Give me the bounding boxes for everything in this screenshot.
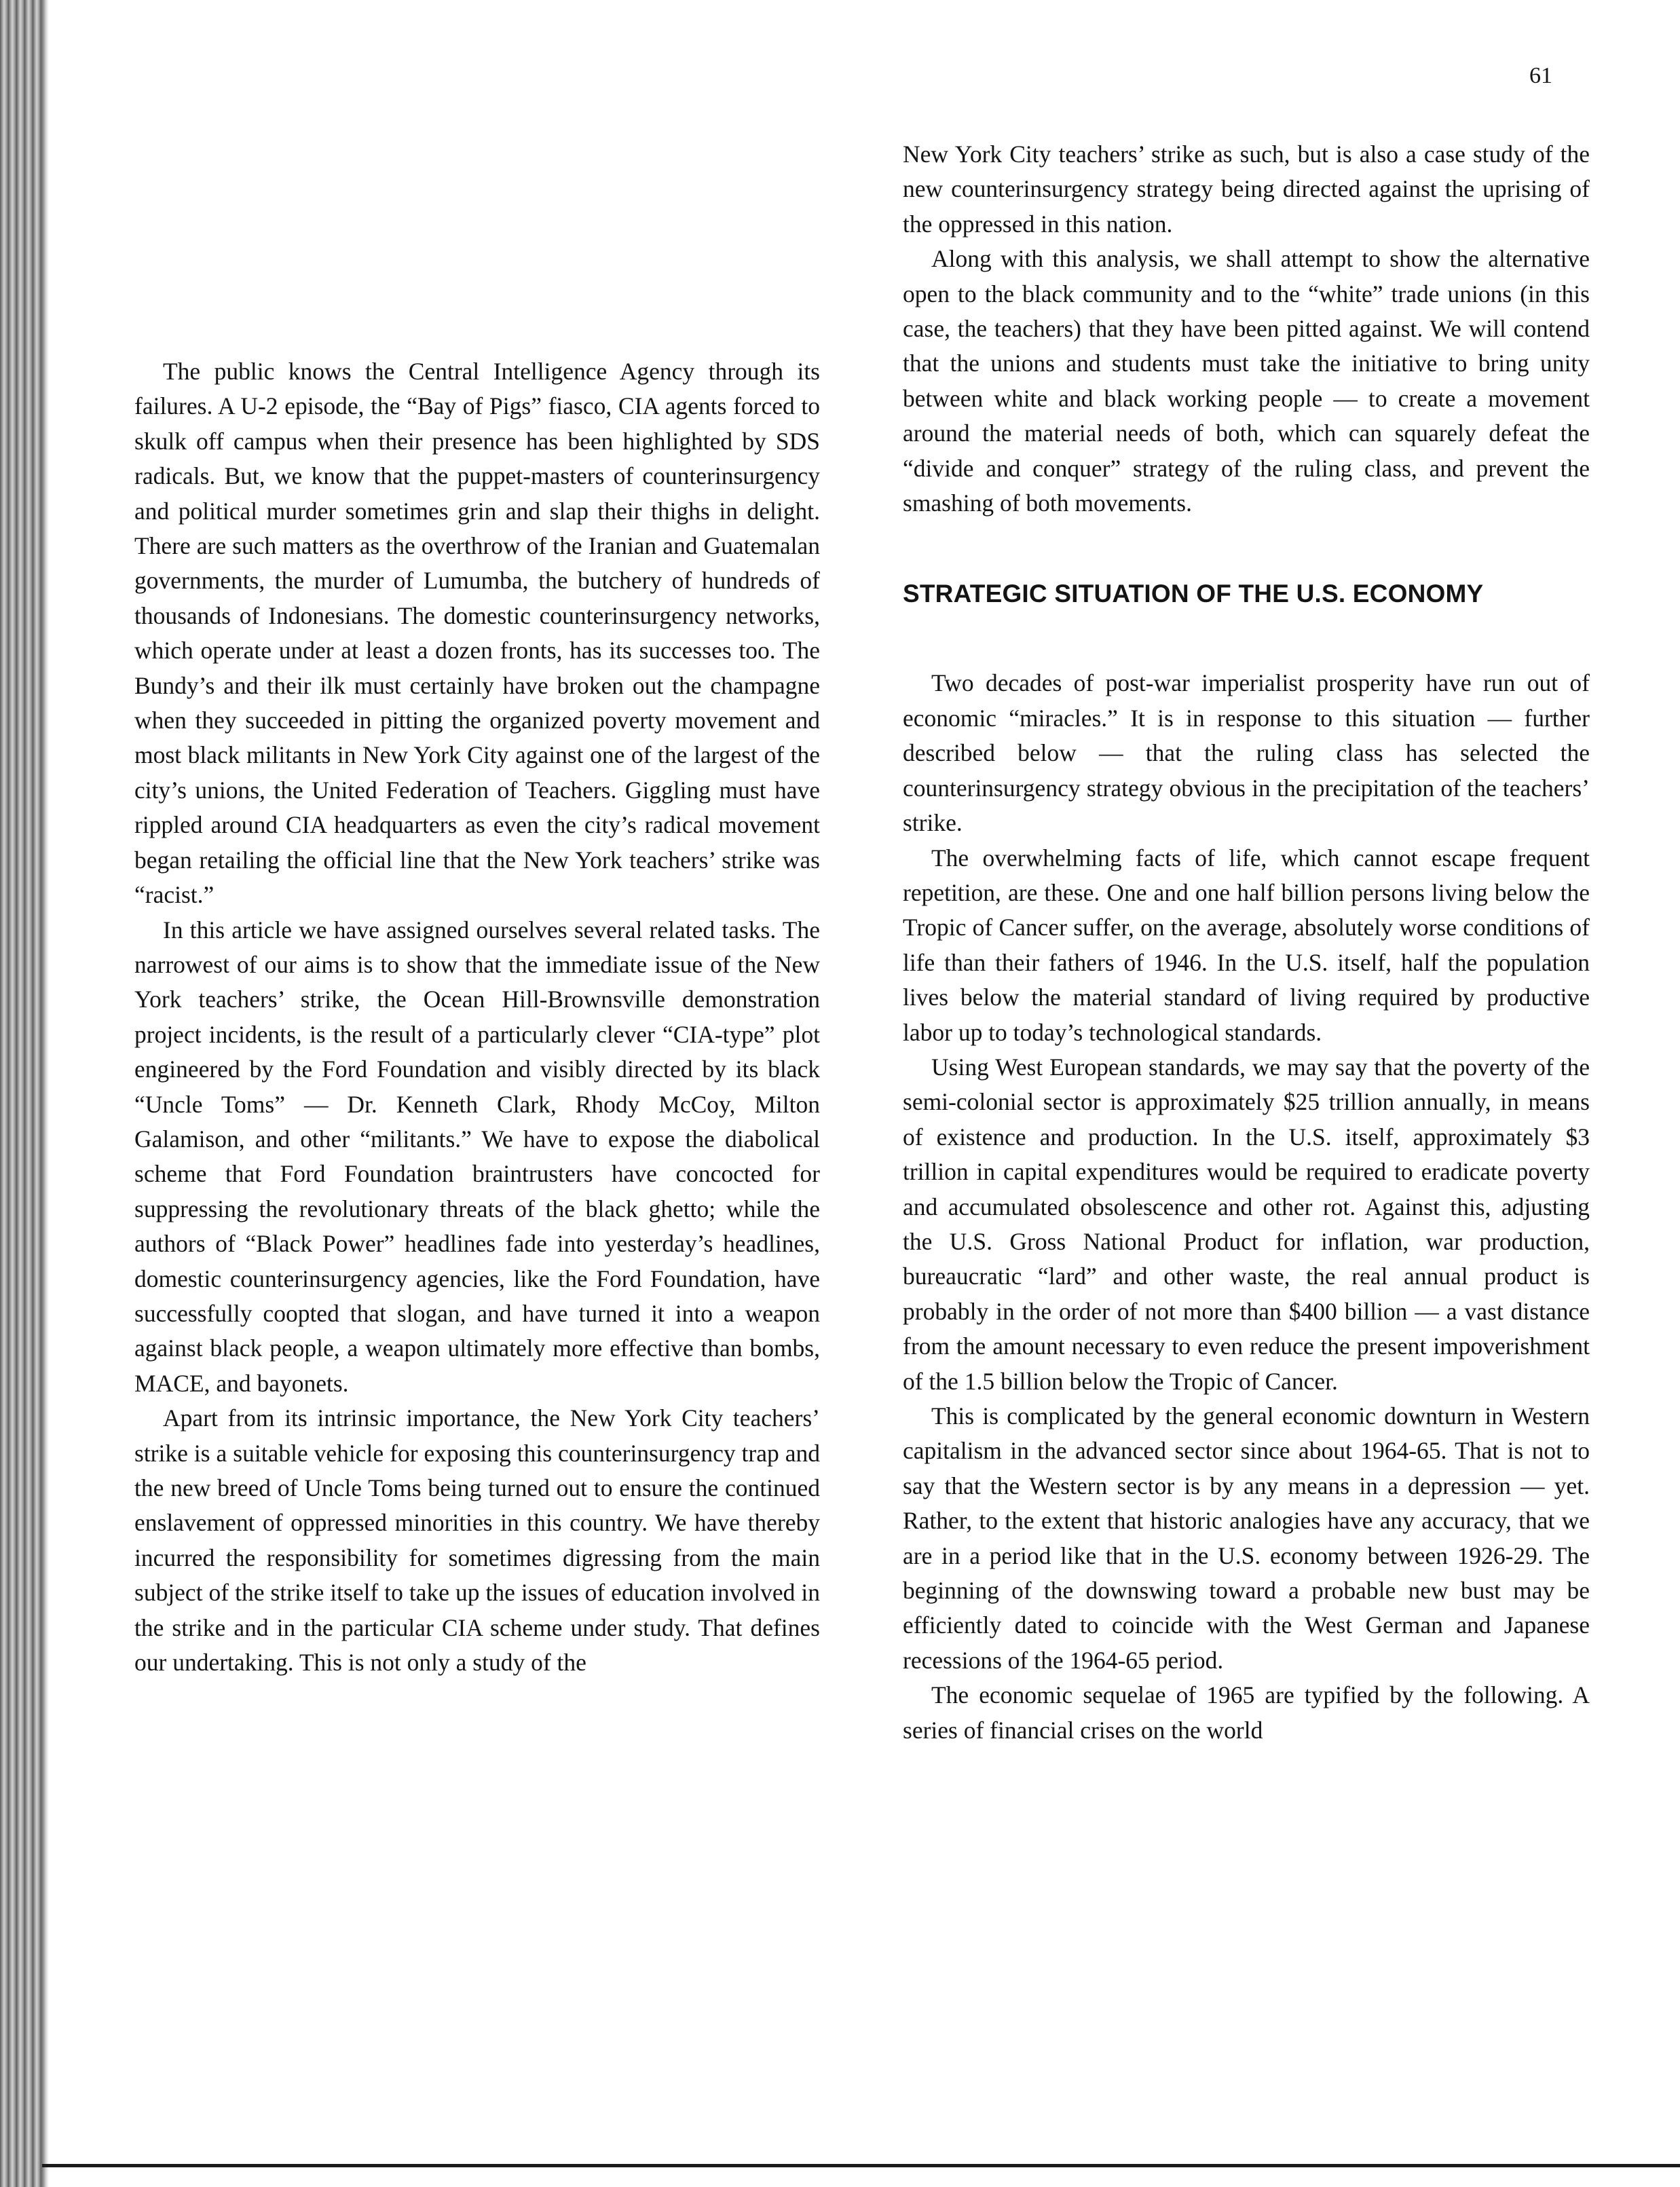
paragraph: Two decades of post-war imperialist prosperity have run out of economic “miracles.” It is in response to this situation — further described below — that the ruling class has selected the counterinsurgency strategy obvious in the precipitation of the teachers’ strike. [903,669,1590,837]
page-binding-shadow [0,0,42,2187]
right-column [903,137,1590,1748]
left-column [134,354,820,1680]
section-heading: STRATEGIC SITUATION OF THE U.S. ECONOMY [903,580,1484,608]
paragraph: Along with this analysis, we shall attempt to show the alternative open to the black community and to the “white” trade unions (in this case, the teachers) that they have been pitted against. We will contend that the unions and students must take the initiative to bring unity between white and black working people — to create a movement around the material needs of both, which can squarely defeat the “divide and conquer” strategy of the ruling class, and prevent the smashing of both movements. [903,245,1590,517]
paragraph: In this article we have assigned ourselves several related tasks. The narrowest of our aims is to show that the immediate issue of the New York teachers’ strike, the Ocean Hill-Brownsville demonstration project incidents, is the result of a particularly clever “CIA-type” plot engineered by the Ford Foundation and visibly directed by its black “Uncle Toms” — Dr. Kenneth Clark, Rhody McCoy, Milton Galamison, and other “militants.” We have to expose the diabolical scheme that Ford Foundation braintrusters have concocted for suppressing the revolutionary threats of the black ghetto; while the authors of “Black Power” headlines fade into yesterday’s headlines, domestic counterinsurgency agencies, like the Ford Foundation, have successfully coopted that slogan, and have turned it into a weapon against black people, a weapon ultimately more effective than bombs, MACE, and bayonets. [134,916,820,1397]
paragraph: The public knows the Central Intelligence Agency through its failures. A U-2 episode, the “Bay of Pigs” fiasco, CIA agents forced to skulk off campus when their presence has been highlighted by SDS radicals. But, we know that the puppet-masters of counterinsurgency and political murder sometimes grin and slap their thighs in delight. There are such matters as the overthrow of the Iranian and Guatemalan governments, the murder of Lumumba, the butchery of hundreds of thousands of Indonesians. The domestic counterinsurgency networks, which operate under at least a dozen fronts, has its successes too. The Bundy’s and their ilk must certainly have broken out the champagne when they succeeded in pitting the organized poverty movement and most black militants in New York City against one of the largest of the city’s unions, the United Federation of Teachers. Giggling must have rippled around CIA headquarters as even the city’s radical movement began retailing the official line that the New York teachers’ strike was “racist.” [134,358,820,909]
paragraph: This is complicated by the general economic downturn in Western capitalism in the advanced sector since about 1964-65. That is not to say that the Western sector is by any means in a depression — yet. Rather, to the extent that historic analogies have any accuracy, that we are in a period like that in the U.S. economy between 1926-29. The beginning of the downswing toward a probable new bust may be efficiently dated to coincide with the West German and Japanese recessions of the 1964-65 period. [903,1402,1590,1674]
page-binding-edge [42,0,49,2187]
spacer [903,521,1590,579]
paragraph: Using West European standards, we may say that the poverty of the semi-colonial sector is approximately $25 trillion annually, in means of existence and production. In the U.S. itself, approximately $3 trillion in capital expenditures would be required to eradicate poverty and accumulated obsolescence and other rot. Against this, adjusting the U.S. Gross National Product for inflation, war production, bureaucratic “lard” and other waste, the real annual product is probably in the order of not more than $400 billion — a vast distance from the amount necessary to even reduce the present impoverishment of the 1.5 billion below the Tropic of Cancer. [903,1053,1590,1395]
paragraph-continued: New York City teachers’ strike as such, but is also a case study of the new counterinsurgency strategy being directed against the uprising of the oppressed in this nation. [903,141,1590,238]
paragraph: The overwhelming facts of life, which cannot escape frequent repetition, are these. One and one half billion persons living below the Tropic of Cancer suffer, on the average, absolutely worse conditions of life than their fathers of 1946. In the U.S. itself, half the population lives below the material standard of living required by productive labor up to today’s technological standards. [903,844,1590,1046]
bottom-rule [42,2164,1680,2167]
page-number: 61 [1529,63,1552,88]
spacer [903,609,1590,666]
paragraph: The economic sequelae of 1965 are typified by the following. A series of financial crises on the world [903,1681,1590,1744]
paragraph: Apart from its intrinsic importance, the New York City teachers’ strike is a suitable vehicle for exposing this counterinsurgency trap and the new breed of Uncle Toms being turned out to ensure the continued enslavement of oppressed minorities in this country. We have thereby incurred the responsibility for sometimes digressing from the main subject of the strike itself to take up the issues of education involved in the strike and in the particular CIA scheme under study. That defines our undertaking. This is not only a study of the [134,1404,820,1677]
